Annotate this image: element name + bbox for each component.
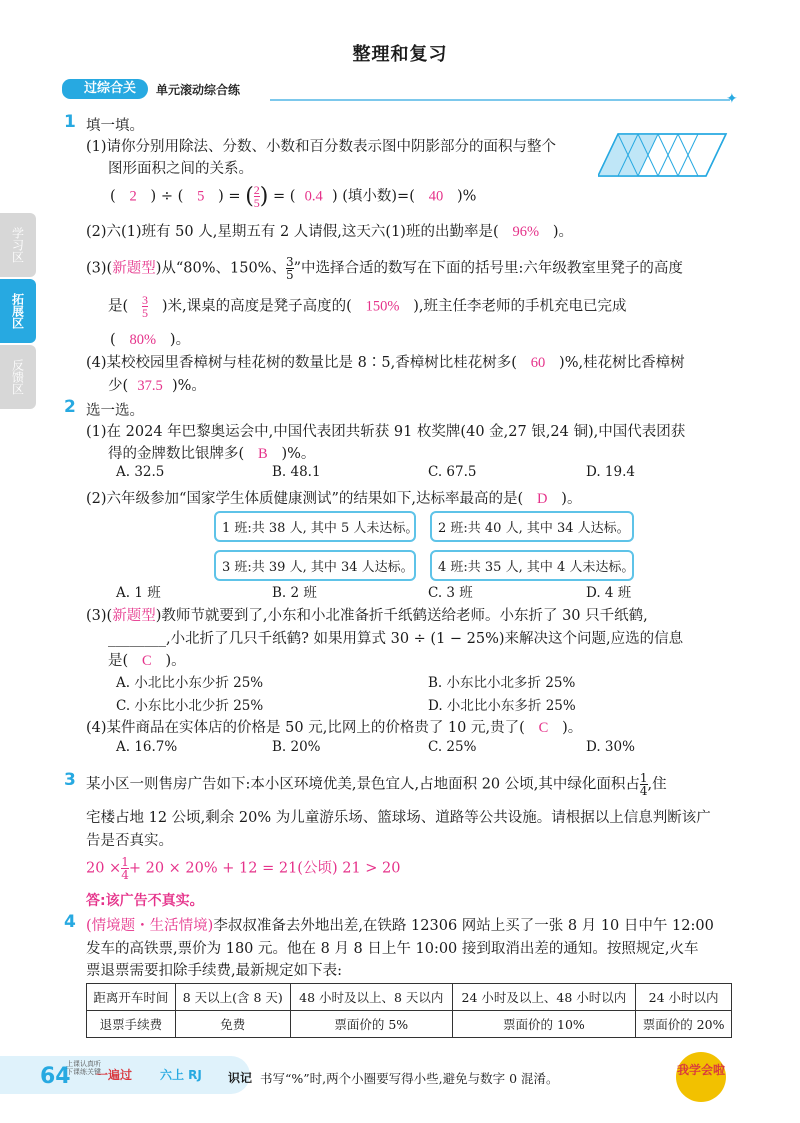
refund-fee-table bbox=[86, 983, 732, 1038]
section-banner bbox=[62, 78, 240, 100]
q1-p3-line2: 是( $\frac{3}{5}$ )米,课桌的高度是凳子高度的( 150% ),班主任李老师的手机充电已完成 bbox=[108, 293, 627, 320]
table-cell: 票面价的 5% bbox=[290, 1011, 452, 1038]
table-cell: 免费 bbox=[175, 1011, 290, 1038]
q1-p4-line1: (4)某校校园里香樟树与桂花树的数量比是 8∶5,香樟树比桂花树多( 60 )%,桂花树比香樟树 bbox=[86, 355, 685, 371]
q1-p1-note: (填小数)=( bbox=[342, 188, 415, 205]
info-box-class4: 4 班:共 35 人, 其中 4 人未达标。 bbox=[430, 550, 634, 581]
option-d[interactable]: D. 19.4 bbox=[586, 464, 635, 480]
option-b[interactable]: B. 20% bbox=[272, 739, 321, 755]
mascot-badge: 我学会啦 bbox=[676, 1052, 726, 1102]
shaded-parallelogram-diagram bbox=[598, 132, 728, 178]
table-header-cell: 24 小时以内 bbox=[636, 984, 732, 1011]
option-a[interactable]: A. 16.7% bbox=[116, 739, 178, 755]
info-boxes bbox=[214, 511, 634, 581]
percent-sign: )% bbox=[457, 188, 477, 205]
q2-p3-line1: (3)(新题型)教师节就要到了,小东和小北准备折千纸鹤送给老师。小东折了 30 只千纸鹤, bbox=[86, 608, 648, 624]
option-d[interactable]: D. 30% bbox=[586, 739, 635, 755]
scenario-tag: (情境题・生活情境) bbox=[86, 918, 214, 934]
q2-p1-line2: 得的金牌数比银牌多( B )%。 bbox=[108, 446, 316, 462]
option-b[interactable]: B. 2 班 bbox=[272, 585, 317, 601]
side-tab-learn[interactable]: 学习区 bbox=[0, 213, 36, 277]
question-number: 1 bbox=[64, 112, 76, 132]
option-c[interactable]: C. 25% bbox=[428, 739, 477, 755]
answer-fraction: $\frac{2}{5}$ bbox=[253, 183, 260, 210]
page-title: 整理和复习 bbox=[352, 44, 448, 65]
option-c[interactable]: C. 3 班 bbox=[428, 585, 473, 601]
q3-line3: 告是否真实。 bbox=[86, 833, 173, 849]
fraction: $\frac{1}{4}$ bbox=[639, 771, 648, 798]
q3-answer: 答:该广告不真实。 bbox=[86, 893, 204, 909]
q3-line1: 某小区一则售房广告如下:本小区环境优美,景色宜人,占地面积 20 公顷,其中绿化面积占 $\frac{1}{4}$ ,住 bbox=[86, 771, 667, 798]
table-cell: 票面价的 10% bbox=[452, 1011, 635, 1038]
q1-p2: (2)六(1)班有 50 人,星期五有 2 人请假,这天六(1)班的出勤率是( 96% )。 bbox=[86, 224, 574, 240]
question-number: 4 bbox=[64, 912, 76, 932]
question-number: 3 bbox=[64, 770, 76, 790]
table-header-cell: 24 小时及以上、48 小时以内 bbox=[452, 984, 635, 1011]
answer: D bbox=[536, 491, 548, 507]
table-header-cell: 8 天以上(含 8 天) bbox=[175, 984, 290, 1011]
info-box-class2: 2 班:共 40 人, 其中 34 人达标。 bbox=[430, 511, 634, 542]
table-header-cell: 距离开车时间 bbox=[87, 984, 176, 1011]
table-cell: 票面价的 20% bbox=[636, 1011, 732, 1038]
fraction: $\frac{3}{5}$ bbox=[285, 255, 294, 282]
fraction: $\frac{1}{4}$ bbox=[121, 855, 129, 882]
q1-p1-text: (1)请你分别用除法、分数、小数和百分数表示图中阴影部分的面积与整个 bbox=[86, 139, 557, 155]
answer: 40 bbox=[428, 188, 444, 205]
info-box-class1: 1 班:共 38 人, 其中 5 人未达标。 bbox=[214, 511, 416, 542]
answer: 96% bbox=[512, 224, 540, 240]
option-a[interactable]: A. 小北比小东少折 25% bbox=[116, 675, 264, 691]
banner-divider bbox=[270, 99, 730, 101]
answer: 37.5 bbox=[137, 378, 163, 394]
star-icon: ✦ bbox=[726, 91, 738, 107]
q1-p1-text: 图形面积之间的关系。 bbox=[108, 161, 253, 177]
q2-p2-line1: (2)六年级参加“国家学生体质健康测试”的结果如下,达标率最高的是( D )。 bbox=[86, 491, 582, 507]
option-b[interactable]: B. 48.1 bbox=[272, 464, 321, 480]
q3-line2: 宅楼占地 12 公顷,剩余 20% 为儿童游乐场、篮球场、道路等公共设施。请根据以上信息判断该广 bbox=[86, 810, 711, 826]
option-b[interactable]: B. 小东比小北多折 25% bbox=[428, 675, 576, 691]
answer: 80% bbox=[129, 332, 157, 348]
option-a[interactable]: A. 1 班 bbox=[116, 585, 161, 601]
banner-badge: 过综合关 bbox=[62, 79, 148, 99]
answer: 60 bbox=[530, 355, 546, 371]
question-heading: 填一填。 bbox=[86, 118, 144, 134]
option-c[interactable]: C. 67.5 bbox=[428, 464, 477, 480]
q1-p4-line2: 少( 37.5 )%。 bbox=[108, 378, 206, 394]
book-grade: 六上 RJ bbox=[160, 1068, 202, 1082]
footer-slogan: 上课认真听 下课练关键 bbox=[66, 1060, 101, 1077]
q2-p3-line3: 是( C )。 bbox=[108, 653, 186, 669]
table-cell: 退票手续费 bbox=[87, 1011, 176, 1038]
q2-p4-line1: (4)某件商品在实体店的价格是 50 元,比网上的价格贵了 10 元,贵了( C )。 bbox=[86, 720, 583, 736]
q2-p1-line1: (1)在 2024 年巴黎奥运会中,中国代表团共斩获 91 枚奖牌(40 金,27 银,24 铜),中国代表团获 bbox=[86, 424, 686, 440]
answer: 5 bbox=[197, 188, 205, 205]
q4-line2: 发车的高铁票,票价为 180 元。他在 8 月 8 日上午 10:00 接到取消出差的通知。按照规定,火车 bbox=[86, 941, 699, 957]
q1-p3-line1: (3)(新题型)从“80%、150%、 $\frac{3}{5}$ ”中选择合适的数写在下面的括号里:六年级教室里凳子的高度 bbox=[86, 255, 683, 282]
q1-p3-line3: ( 80% )。 bbox=[110, 332, 191, 348]
answer: B bbox=[257, 446, 268, 462]
footer-note: 书写“%”时,两个小圈要写得小些,避免与数字 0 混淆。 bbox=[260, 1071, 559, 1086]
new-type-tag: 新题型 bbox=[112, 608, 156, 624]
brand-logo: 一遍过 bbox=[96, 1068, 133, 1082]
page-number: 64 bbox=[40, 1064, 71, 1089]
answer-fraction: $\frac{3}{5}$ bbox=[142, 293, 148, 320]
question-number: 2 bbox=[64, 397, 76, 417]
answer: C bbox=[538, 720, 549, 736]
option-d[interactable]: D. 4 班 bbox=[586, 585, 632, 601]
q3-calculation: 20 × $\frac{1}{4}$ + 20 × 20% + 12 = 21(公顷) 21 > 20 bbox=[86, 855, 401, 882]
q4-line3: 票退票需要扣除手续费,最新规定如下表: bbox=[86, 963, 342, 979]
option-c[interactable]: C. 小东比小北少折 25% bbox=[116, 698, 264, 714]
q4-line1: (情境题・生活情境)李叔叔准备去外地出差,在铁路 12306 网站上买了一张 8 月 10 日中午 12:00 bbox=[86, 918, 714, 934]
table-header-cell: 48 小时及以上、8 天以内 bbox=[290, 984, 452, 1011]
answer: 150% bbox=[365, 298, 400, 315]
new-type-tag: 新题型 bbox=[112, 260, 156, 277]
answer: C bbox=[142, 653, 152, 669]
option-a[interactable]: A. 32.5 bbox=[116, 464, 165, 480]
side-tab-feedback[interactable]: 反馈区 bbox=[0, 345, 36, 409]
q2-p3-line2: ________,小北折了几只千纸鹤? 如果用算式 30 ÷ (1 − 25%)来解决这个问题,应选的信息 bbox=[108, 631, 684, 647]
info-box-class3: 3 班:共 39 人, 其中 34 人达标。 bbox=[214, 550, 416, 581]
question-heading: 选一选。 bbox=[86, 403, 144, 419]
side-tab-extend[interactable]: 拓展区 bbox=[0, 279, 36, 343]
answer: 0.4 bbox=[304, 188, 323, 205]
note-label: 识记 bbox=[228, 1071, 253, 1085]
q1-p1-answer-line: ( 2 ) ÷ ( 5 ) = ( $\frac{2}{5}$ ) = ( 0.4 ) (填小数)=( 40 )% bbox=[110, 183, 477, 210]
side-tabs bbox=[0, 213, 40, 411]
banner-subtitle: 单元滚动综合练 bbox=[156, 82, 241, 97]
answer: 2 bbox=[129, 188, 137, 205]
option-d[interactable]: D. 小北比小东多折 25% bbox=[428, 698, 576, 714]
table-row bbox=[87, 1011, 732, 1038]
table-row bbox=[87, 984, 732, 1011]
